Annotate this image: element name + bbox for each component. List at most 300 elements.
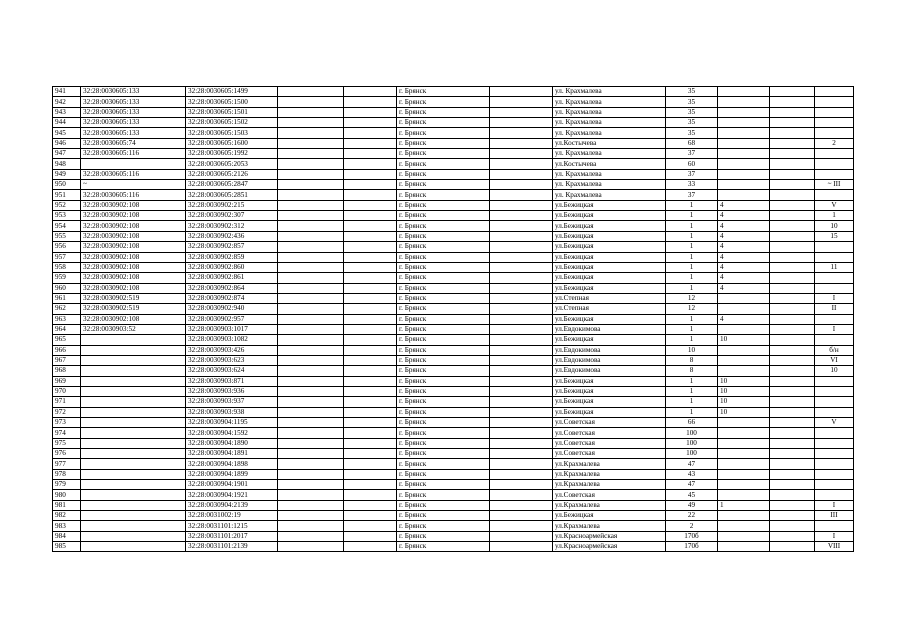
empty-cell: [344, 107, 397, 117]
premises-number-cell: [815, 128, 854, 138]
cadastral-number: 32:28:0030903:938: [186, 407, 278, 417]
quarter-cadastral-number: 32:28:0030902:108: [81, 252, 186, 262]
row-number: 978: [53, 469, 81, 479]
empty-cell: [344, 149, 397, 159]
empty-cell: [278, 252, 344, 262]
building-cell: 10: [718, 386, 770, 396]
empty-cell: [344, 324, 397, 334]
quarter-cadastral-number: [81, 511, 186, 521]
empty-cell: [490, 345, 553, 355]
premises-number-cell: [815, 159, 854, 169]
table-row: [53, 180, 854, 190]
cadastral-number: 32:28:0030605:1600: [186, 138, 278, 148]
house-number-cell: 22: [666, 511, 718, 521]
table-row: [53, 242, 854, 252]
table-row: [53, 449, 854, 459]
quarter-cadastral-number: 32:28:0030605:133: [81, 87, 186, 97]
empty-cell: [490, 107, 553, 117]
premises-number-cell: 15: [815, 231, 854, 241]
empty-cell: [344, 87, 397, 97]
city-cell: г. Брянск: [397, 531, 490, 541]
table-row: [53, 283, 854, 293]
row-number: 968: [53, 366, 81, 376]
empty-cell: [344, 407, 397, 417]
building-cell: 4: [718, 314, 770, 324]
premises-number-cell: 10: [815, 366, 854, 376]
empty-cell: [490, 273, 553, 283]
table-row: [53, 118, 854, 128]
empty-cell: [490, 459, 553, 469]
row-number: 949: [53, 169, 81, 179]
empty-cell: [344, 169, 397, 179]
building-cell: [718, 345, 770, 355]
premises-number-cell: [815, 118, 854, 128]
premises-number-cell: VI: [815, 355, 854, 365]
street-cell: ул.Бежицкая: [553, 335, 666, 345]
empty-cell: [770, 355, 815, 365]
empty-cell: [490, 304, 553, 314]
table-row: [53, 355, 854, 365]
house-number-cell: 1: [666, 324, 718, 334]
city-cell: г. Брянск: [397, 376, 490, 386]
quarter-cadastral-number: 32:28:0030605:133: [81, 107, 186, 117]
empty-cell: [770, 107, 815, 117]
table-row: [53, 335, 854, 345]
table-row: [53, 366, 854, 376]
table-row: [53, 345, 854, 355]
empty-cell: [344, 314, 397, 324]
city-cell: г. Брянск: [397, 273, 490, 283]
city-cell: г. Брянск: [397, 293, 490, 303]
building-cell: [718, 366, 770, 376]
quarter-cadastral-number: [81, 407, 186, 417]
building-cell: [718, 97, 770, 107]
empty-cell: [770, 345, 815, 355]
city-cell: г. Брянск: [397, 480, 490, 490]
premises-number-cell: [815, 242, 854, 252]
building-cell: 4: [718, 262, 770, 272]
house-number-cell: 1: [666, 262, 718, 272]
row-number: 959: [53, 273, 81, 283]
quarter-cadastral-number: [81, 397, 186, 407]
empty-cell: [770, 190, 815, 200]
house-number-cell: 1: [666, 376, 718, 386]
row-number: 985: [53, 542, 81, 552]
quarter-cadastral-number: 32:28:0030902:519: [81, 304, 186, 314]
empty-cell: [490, 418, 553, 428]
street-cell: ул.Бежицкая: [553, 283, 666, 293]
cadastral-number: 32:28:0030605:1503: [186, 128, 278, 138]
city-cell: г. Брянск: [397, 107, 490, 117]
empty-cell: [278, 397, 344, 407]
premises-number-cell: [815, 480, 854, 490]
row-number: 975: [53, 438, 81, 448]
empty-cell: [344, 221, 397, 231]
city-cell: г. Брянск: [397, 469, 490, 479]
empty-cell: [278, 107, 344, 117]
table-row: [53, 511, 854, 521]
cadastral-number: 32:28:0030605:2847: [186, 180, 278, 190]
empty-cell: [770, 128, 815, 138]
building-cell: 10: [718, 335, 770, 345]
row-number: 958: [53, 262, 81, 272]
cadastral-number: 32:28:0030902:861: [186, 273, 278, 283]
premises-number-cell: [815, 407, 854, 417]
quarter-cadastral-number: [81, 542, 186, 552]
street-cell: ул.Советская: [553, 490, 666, 500]
house-number-cell: 2: [666, 521, 718, 531]
building-cell: 4: [718, 200, 770, 210]
empty-cell: [770, 428, 815, 438]
premises-number-cell: [815, 438, 854, 448]
cadastral-number: 32:28:0030605:2053: [186, 159, 278, 169]
empty-cell: [770, 252, 815, 262]
empty-cell: [770, 149, 815, 159]
empty-cell: [490, 428, 553, 438]
row-number: 942: [53, 97, 81, 107]
empty-cell: [490, 211, 553, 221]
city-cell: г. Брянск: [397, 449, 490, 459]
empty-cell: [770, 200, 815, 210]
building-cell: [718, 180, 770, 190]
street-cell: ул.Красноармейская: [553, 542, 666, 552]
premises-number-cell: 10: [815, 221, 854, 231]
cadastral-number: 32:28:0030902:312: [186, 221, 278, 231]
house-number-cell: 12: [666, 293, 718, 303]
empty-cell: [278, 304, 344, 314]
quarter-cadastral-number: [81, 469, 186, 479]
empty-cell: [770, 449, 815, 459]
empty-cell: [278, 428, 344, 438]
building-cell: [718, 459, 770, 469]
empty-cell: [344, 480, 397, 490]
empty-cell: [344, 428, 397, 438]
empty-cell: [770, 87, 815, 97]
city-cell: г. Брянск: [397, 169, 490, 179]
empty-cell: [770, 511, 815, 521]
premises-number-cell: [815, 521, 854, 531]
row-number: 957: [53, 252, 81, 262]
street-cell: ул.Бежицкая: [553, 273, 666, 283]
cadastral-number: 32:28:0030902:857: [186, 242, 278, 252]
row-number: 965: [53, 335, 81, 345]
empty-cell: [770, 490, 815, 500]
empty-cell: [490, 511, 553, 521]
street-cell: ул.Костычева: [553, 138, 666, 148]
empty-cell: [770, 221, 815, 231]
building-cell: [718, 480, 770, 490]
empty-cell: [490, 200, 553, 210]
building-cell: 4: [718, 231, 770, 241]
city-cell: г. Брянск: [397, 438, 490, 448]
empty-cell: [770, 314, 815, 324]
city-cell: г. Брянск: [397, 511, 490, 521]
row-number: 964: [53, 324, 81, 334]
premises-number-cell: 2: [815, 138, 854, 148]
empty-cell: [344, 200, 397, 210]
cadastral-number: 32:28:0030605:1499: [186, 87, 278, 97]
house-number-cell: 60: [666, 159, 718, 169]
empty-cell: [344, 138, 397, 148]
row-number: 981: [53, 500, 81, 510]
empty-cell: [278, 345, 344, 355]
table-row: [53, 231, 854, 241]
quarter-cadastral-number: 32:28:0030902:108: [81, 273, 186, 283]
premises-number-cell: [815, 190, 854, 200]
row-number: 956: [53, 242, 81, 252]
premises-number-cell: [815, 335, 854, 345]
empty-cell: [490, 324, 553, 334]
empty-cell: [770, 118, 815, 128]
city-cell: г. Брянск: [397, 314, 490, 324]
table-body: [53, 87, 854, 552]
row-number: 950: [53, 180, 81, 190]
quarter-cadastral-number: [81, 500, 186, 510]
city-cell: г. Брянск: [397, 324, 490, 334]
premises-number-cell: [815, 459, 854, 469]
table-row: [53, 97, 854, 107]
empty-cell: [344, 500, 397, 510]
cadastral-number: 32:28:0031002:19: [186, 511, 278, 521]
cadastral-number: 32:28:0030903:623: [186, 355, 278, 365]
street-cell: ул. Крахмалева: [553, 190, 666, 200]
building-cell: [718, 293, 770, 303]
quarter-cadastral-number: 32:28:0030902:108: [81, 242, 186, 252]
quarter-cadastral-number: 32:28:0030902:108: [81, 231, 186, 241]
quarter-cadastral-number: [81, 428, 186, 438]
empty-cell: [344, 262, 397, 272]
empty-cell: [490, 190, 553, 200]
city-cell: г. Брянск: [397, 459, 490, 469]
house-number-cell: 35: [666, 128, 718, 138]
city-cell: г. Брянск: [397, 221, 490, 231]
empty-cell: [344, 386, 397, 396]
empty-cell: [770, 169, 815, 179]
premises-number-cell: VIII: [815, 542, 854, 552]
empty-cell: [278, 376, 344, 386]
city-cell: г. Брянск: [397, 521, 490, 531]
empty-cell: [344, 128, 397, 138]
city-cell: г. Брянск: [397, 118, 490, 128]
empty-cell: [490, 480, 553, 490]
cadastral-number: 32:28:0030902:957: [186, 314, 278, 324]
city-cell: г. Брянск: [397, 262, 490, 272]
empty-cell: [490, 252, 553, 262]
empty-cell: [278, 200, 344, 210]
house-number-cell: 100: [666, 449, 718, 459]
house-number-cell: 170б: [666, 531, 718, 541]
empty-cell: [770, 97, 815, 107]
city-cell: г. Брянск: [397, 418, 490, 428]
empty-cell: [490, 169, 553, 179]
house-number-cell: 43: [666, 469, 718, 479]
building-cell: [718, 490, 770, 500]
table-row: [53, 293, 854, 303]
house-number-cell: 1: [666, 200, 718, 210]
building-cell: [718, 87, 770, 97]
street-cell: ул. Крахмалева: [553, 107, 666, 117]
quarter-cadastral-number: 32:28:0030903:52: [81, 324, 186, 334]
house-number-cell: 170б: [666, 542, 718, 552]
city-cell: г. Брянск: [397, 490, 490, 500]
premises-number-cell: [815, 149, 854, 159]
empty-cell: [770, 480, 815, 490]
empty-cell: [770, 521, 815, 531]
empty-cell: [344, 273, 397, 283]
street-cell: ул.Бежицкая: [553, 262, 666, 272]
empty-cell: [278, 469, 344, 479]
cadastral-number: 32:28:0030903:1017: [186, 324, 278, 334]
quarter-cadastral-number: 32:28:0030902:519: [81, 293, 186, 303]
property-register-table: [52, 86, 854, 552]
street-cell: ул.Бежицкая: [553, 211, 666, 221]
empty-cell: [278, 490, 344, 500]
building-cell: 10: [718, 397, 770, 407]
cadastral-number: 32:28:0031101:1215: [186, 521, 278, 531]
empty-cell: [770, 438, 815, 448]
table-row: [53, 531, 854, 541]
cadastral-number: 32:28:0030903:937: [186, 397, 278, 407]
empty-cell: [490, 376, 553, 386]
row-number: 944: [53, 118, 81, 128]
row-number: 969: [53, 376, 81, 386]
building-cell: [718, 118, 770, 128]
city-cell: г. Брянск: [397, 407, 490, 417]
empty-cell: [344, 469, 397, 479]
building-cell: [718, 511, 770, 521]
premises-number-cell: 11: [815, 262, 854, 272]
table-row: [53, 107, 854, 117]
house-number-cell: 1: [666, 273, 718, 283]
empty-cell: [278, 324, 344, 334]
building-cell: [718, 418, 770, 428]
street-cell: ул.Бежицкая: [553, 200, 666, 210]
cadastral-number: 32:28:0030904:1195: [186, 418, 278, 428]
premises-number-cell: II: [815, 304, 854, 314]
empty-cell: [490, 438, 553, 448]
empty-cell: [278, 221, 344, 231]
house-number-cell: 35: [666, 87, 718, 97]
cadastral-number: 32:28:0030904:1891: [186, 449, 278, 459]
empty-cell: [770, 376, 815, 386]
quarter-cadastral-number: [81, 366, 186, 376]
building-cell: 1: [718, 500, 770, 510]
empty-cell: [278, 138, 344, 148]
row-number: 982: [53, 511, 81, 521]
house-number-cell: 35: [666, 118, 718, 128]
building-cell: [718, 304, 770, 314]
city-cell: г. Брянск: [397, 355, 490, 365]
cadastral-number: 32:28:0030902:215: [186, 200, 278, 210]
empty-cell: [278, 180, 344, 190]
empty-cell: [490, 293, 553, 303]
row-number: 977: [53, 459, 81, 469]
empty-cell: [770, 397, 815, 407]
house-number-cell: 8: [666, 355, 718, 365]
empty-cell: [490, 262, 553, 272]
street-cell: ул.Крахмалева: [553, 500, 666, 510]
table-row: [53, 469, 854, 479]
cadastral-number: 32:28:0030903:624: [186, 366, 278, 376]
empty-cell: [770, 418, 815, 428]
city-cell: г. Брянск: [397, 304, 490, 314]
empty-cell: [490, 159, 553, 169]
quarter-cadastral-number: 32:28:0030605:74: [81, 138, 186, 148]
quarter-cadastral-number: [81, 459, 186, 469]
empty-cell: [344, 521, 397, 531]
empty-cell: [278, 335, 344, 345]
row-number: 960: [53, 283, 81, 293]
building-cell: [718, 521, 770, 531]
empty-cell: [490, 407, 553, 417]
house-number-cell: 1: [666, 386, 718, 396]
empty-cell: [770, 324, 815, 334]
empty-cell: [490, 97, 553, 107]
row-number: 973: [53, 418, 81, 428]
row-number: 954: [53, 221, 81, 231]
empty-cell: [278, 459, 344, 469]
empty-cell: [344, 293, 397, 303]
quarter-cadastral-number: 32:28:0030902:108: [81, 221, 186, 231]
empty-cell: [344, 335, 397, 345]
empty-cell: [278, 386, 344, 396]
city-cell: г. Брянск: [397, 252, 490, 262]
street-cell: ул.Бежицкая: [553, 314, 666, 324]
house-number-cell: 47: [666, 480, 718, 490]
table-row: [53, 159, 854, 169]
empty-cell: [770, 180, 815, 190]
empty-cell: [344, 97, 397, 107]
empty-cell: [770, 138, 815, 148]
empty-cell: [278, 293, 344, 303]
house-number-cell: 37: [666, 149, 718, 159]
street-cell: ул.Красноармейская: [553, 531, 666, 541]
table-row: [53, 128, 854, 138]
table-row: [53, 542, 854, 552]
quarter-cadastral-number: 32:28:0030605:116: [81, 190, 186, 200]
cadastral-number: 32:28:0030904:1921: [186, 490, 278, 500]
premises-number-cell: I: [815, 531, 854, 541]
cadastral-number: 32:28:0030902:860: [186, 262, 278, 272]
street-cell: ул. Крахмалева: [553, 128, 666, 138]
empty-cell: [278, 542, 344, 552]
premises-number-cell: V: [815, 418, 854, 428]
street-cell: ул.Евдокимова: [553, 366, 666, 376]
city-cell: г. Брянск: [397, 335, 490, 345]
house-number-cell: 1: [666, 314, 718, 324]
row-number: 961: [53, 293, 81, 303]
empty-cell: [344, 542, 397, 552]
row-number: 970: [53, 386, 81, 396]
empty-cell: [770, 366, 815, 376]
empty-cell: [344, 159, 397, 169]
building-cell: 4: [718, 283, 770, 293]
city-cell: г. Брянск: [397, 428, 490, 438]
empty-cell: [490, 386, 553, 396]
empty-cell: [278, 242, 344, 252]
table-row: [53, 386, 854, 396]
building-cell: [718, 149, 770, 159]
house-number-cell: 1: [666, 231, 718, 241]
building-cell: [718, 128, 770, 138]
empty-cell: [344, 531, 397, 541]
quarter-cadastral-number: [81, 531, 186, 541]
premises-number-cell: [815, 469, 854, 479]
empty-cell: [278, 511, 344, 521]
street-cell: ул.Евдокимова: [553, 345, 666, 355]
empty-cell: [490, 314, 553, 324]
city-cell: г. Брянск: [397, 397, 490, 407]
